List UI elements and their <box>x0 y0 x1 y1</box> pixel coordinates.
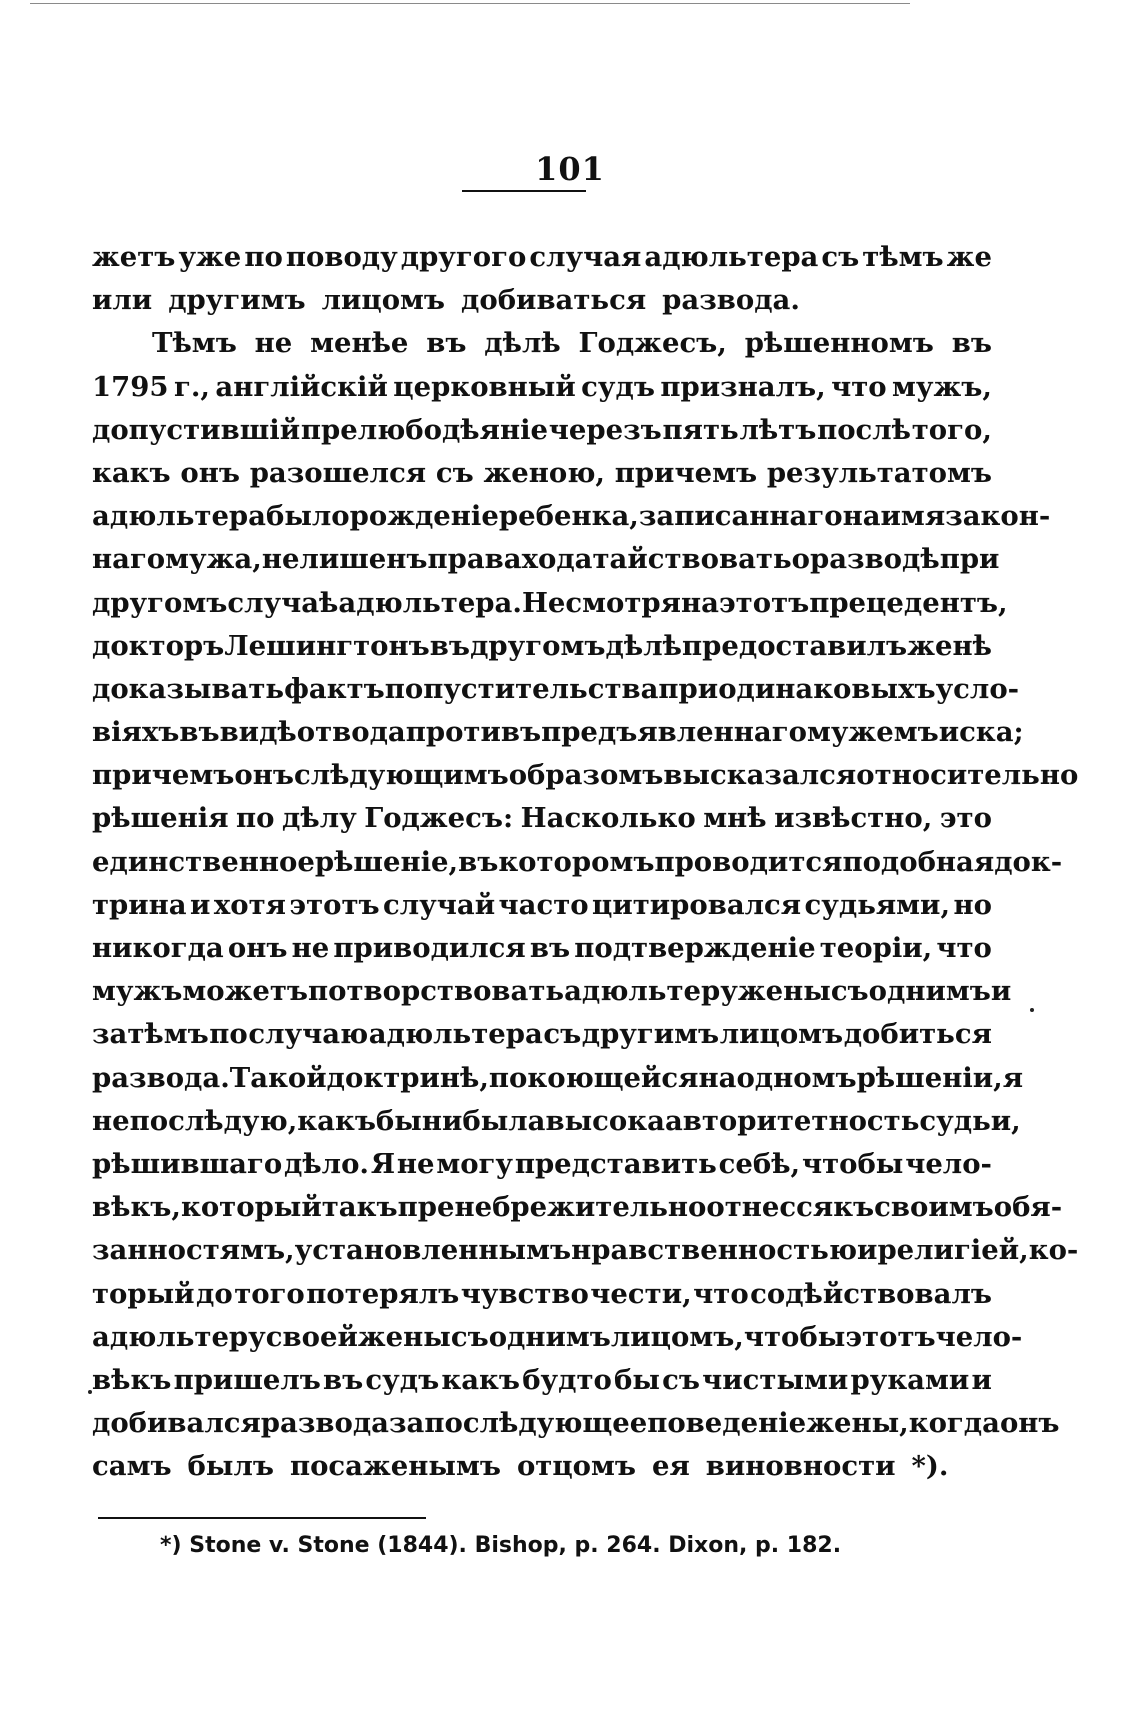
margin-speck <box>88 1390 92 1394</box>
footnote: *) Stone v. Stone (1844). Bishop, p. 264. Dixon, p. 182. <box>160 1533 842 1558</box>
text-line: добивался развода за послѣдующее поведеніе жены, когда онъ <box>92 1407 1060 1440</box>
text-line: наго мужа, не лишенъ права ходатайствовать о разводѣ при <box>92 543 1000 576</box>
text-line: вѣкъ, который такъ пренебрежительно отнесся къ своимъ обя- <box>92 1191 1063 1224</box>
text-line: віяхъ въ видѣ отвода противъ предъявленнаго мужемъ иска; <box>92 716 1024 749</box>
text-line: единственное рѣшеніе, въ которомъ проводится подобная док- <box>92 845 1063 878</box>
footnote-rule <box>98 1517 426 1519</box>
page-number-rule <box>462 190 586 192</box>
text-line: мужъ можетъ потворствовать адюльтеру жены съ однимъ и <box>92 975 1012 1008</box>
text-line: 1795 г., англійскій церковный судъ призналъ, что мужъ, <box>92 370 992 403</box>
text-line: другомъ случаѣ адюльтера. Несмотря на этотъ прецедентъ, <box>92 586 1008 619</box>
text-line: не послѣдую, какъ бы ни была высока авторитетность судьи, <box>92 1104 1021 1137</box>
text-line: развода. Такой доктринѣ, покоющейся на одномъ рѣшеніи, я <box>92 1061 1024 1094</box>
text-line: Тѣмъ не менѣе въ дѣлѣ Годжесъ, рѣшенномъ въ <box>152 327 992 360</box>
scan-top-rule <box>30 3 910 4</box>
margin-speck <box>1030 1008 1034 1012</box>
body-text <box>92 236 1079 1488</box>
text-line: или другимъ лицомъ добиваться развода. <box>92 284 800 317</box>
text-line: рѣшившаго дѣло. Я не могу представить себѣ, чтобы чело- <box>92 1147 992 1180</box>
page-number: 101 <box>535 150 605 188</box>
text-line: торый до того потерялъ чувство чести, что содѣйствовалъ <box>92 1277 992 1310</box>
text-line: затѣмъ по случаю адюльтера съ другимъ лицомъ добиться <box>92 1018 992 1051</box>
text-line: допустившій прелюбодѣяніе черезъ пять лѣтъ послѣ того, <box>92 413 992 446</box>
text-line: причемъ онъ слѣдующимъ образомъ высказался относительно <box>92 759 1079 792</box>
text-line: адюльтера было рожденіе ребенка, записаннаго на имя закон- <box>92 500 1051 533</box>
text-line: никогда онъ не приводился въ подтвержденіе теоріи, что <box>92 932 992 964</box>
text-line: рѣшенія по дѣлу Годжесъ: Насколько мнѣ извѣстно, это <box>92 802 992 835</box>
text-line: какъ онъ разошелся съ женою, причемъ результатомъ <box>92 456 992 489</box>
text-line: адюльтеру своей жены съ однимъ лицомъ, чтобы этотъ чело- <box>92 1320 1023 1353</box>
text-line: вѣкъ пришелъ въ судъ какъ будто бы съ чистыми руками и <box>92 1363 992 1396</box>
text-line: доказывать фактъ попустительства при одинаковыхъ усло- <box>92 672 1020 705</box>
text-line: трина и хотя этотъ случай часто цитировался судьями, но <box>92 888 992 921</box>
text-line: жетъ уже по поводу другого случая адюльтера съ тѣмъ же <box>92 241 992 273</box>
text-line: самъ былъ посаженымъ отцомъ ея виновности *). <box>92 1450 949 1483</box>
text-line: занностямъ, установленнымъ нравственностью и религіей, ко- <box>92 1234 1079 1267</box>
text-line: докторъ Лешингтонъ въ другомъ дѣлѣ предоставилъ женѣ <box>92 629 992 662</box>
